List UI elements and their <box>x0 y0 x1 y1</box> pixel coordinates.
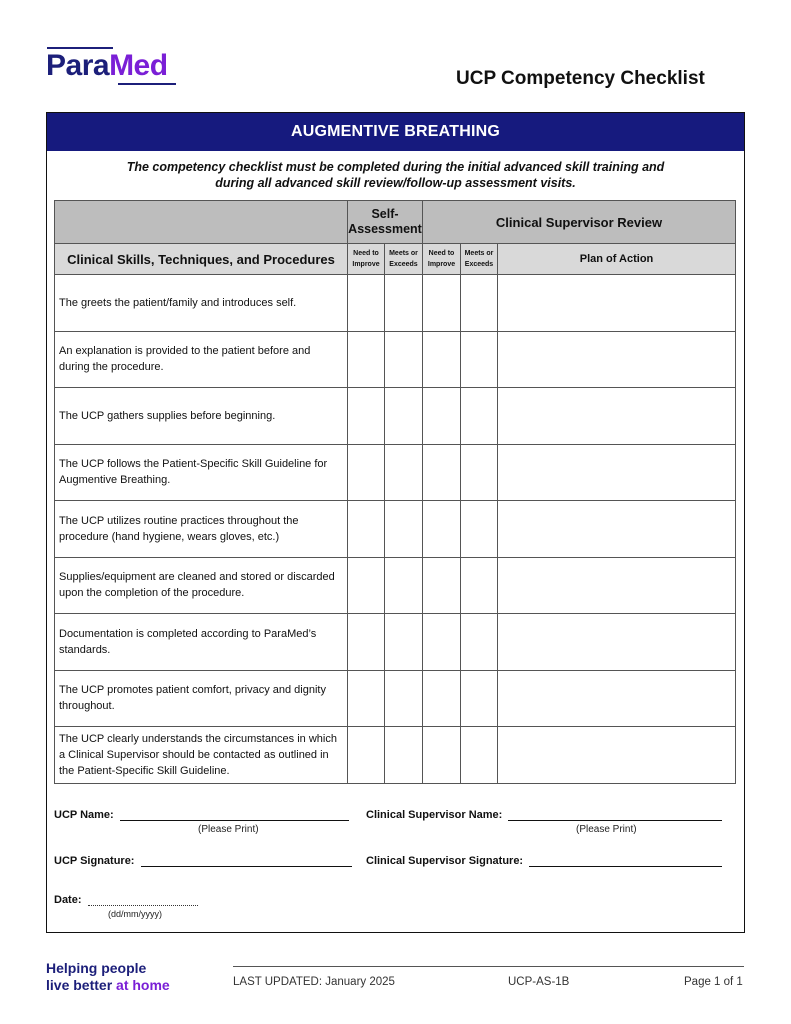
section-banner: AUGMENTIVE BREATHING <box>47 113 744 151</box>
tagline-line-2 <box>46 977 170 994</box>
self-need-to-improve-cell[interactable] <box>348 614 385 671</box>
document-title: UCP Competency Checklist <box>456 68 705 89</box>
date-input-line[interactable] <box>88 894 198 906</box>
supervisor-need-to-improve-cell[interactable] <box>423 727 461 784</box>
self-need-to-improve-cell[interactable] <box>348 557 385 614</box>
self-meets-or-exceeds-cell[interactable] <box>385 557 423 614</box>
table-row <box>55 331 736 388</box>
self-need-to-improve-cell[interactable] <box>348 670 385 727</box>
self-meets-or-exceeds-cell[interactable] <box>385 388 423 445</box>
supervisor-need-to-improve-cell[interactable] <box>423 614 461 671</box>
skill-text: The UCP promotes patient comfort, privacy and dignity throughout. <box>55 670 348 727</box>
table-group-header-row <box>55 201 736 244</box>
tagline-text: live better <box>46 977 117 993</box>
plan-of-action-cell[interactable] <box>498 388 736 445</box>
self-need-to-improve-header: Need to Improve <box>348 244 385 275</box>
supervisor-meets-or-exceeds-cell[interactable] <box>461 727 498 784</box>
table-column-header-row <box>55 244 736 275</box>
supervisor-meets-or-exceeds-cell[interactable] <box>461 557 498 614</box>
skills-column-header: Clinical Skills, Techniques, and Procedures <box>55 244 348 275</box>
supervisor-meets-or-exceeds-cell[interactable] <box>461 444 498 501</box>
supervisor-signature-field <box>366 855 722 867</box>
self-need-to-improve-cell[interactable] <box>348 275 385 332</box>
paramed-logo <box>46 47 181 89</box>
table-row <box>55 727 736 784</box>
plan-of-action-cell[interactable] <box>498 275 736 332</box>
checklist-form <box>46 112 745 933</box>
skill-text: Supplies/equipment are cleaned and stored or discarded upon the completion of the procedure. <box>55 557 348 614</box>
footer-divider <box>233 966 744 967</box>
last-updated: LAST UPDATED: January 2025 <box>233 976 395 988</box>
supervisor-signature-input-line[interactable] <box>529 855 722 867</box>
supervisor-meets-or-exceeds-cell[interactable] <box>461 275 498 332</box>
self-meets-or-exceeds-cell[interactable] <box>385 444 423 501</box>
logo-med: Med <box>109 49 168 82</box>
supervisor-need-to-improve-cell[interactable] <box>423 388 461 445</box>
self-meets-or-exceeds-cell[interactable] <box>385 614 423 671</box>
plan-of-action-cell[interactable] <box>498 501 736 558</box>
table-row <box>55 388 736 445</box>
ucp-name-hint: (Please Print) <box>198 824 259 835</box>
self-assessment-header: Self-Assessment <box>348 201 423 244</box>
instructions <box>47 159 744 191</box>
supervisor-need-to-improve-cell[interactable] <box>423 444 461 501</box>
skill-text: An explanation is provided to the patient before and during the procedure. <box>55 331 348 388</box>
table-row <box>55 614 736 671</box>
date-field <box>54 894 198 906</box>
footer-tagline <box>46 960 170 994</box>
plan-of-action-cell[interactable] <box>498 557 736 614</box>
supervisor-signature-label: Clinical Supervisor Signature: <box>366 855 524 867</box>
instructions-line-1: The competency checklist must be completed during the initial advanced skill training and <box>126 160 665 174</box>
supervisor-meets-or-exceeds-cell[interactable] <box>461 388 498 445</box>
blank-header-cell <box>55 201 348 244</box>
self-need-to-improve-cell[interactable] <box>348 388 385 445</box>
table-row <box>55 557 736 614</box>
supervisor-need-to-improve-cell[interactable] <box>423 275 461 332</box>
supervisor-name-hint: (Please Print) <box>576 824 637 835</box>
self-meets-or-exceeds-cell[interactable] <box>385 727 423 784</box>
plan-of-action-cell[interactable] <box>498 331 736 388</box>
ucp-signature-field <box>54 855 352 867</box>
ucp-name-input-line[interactable] <box>120 809 349 821</box>
logo-para: Para <box>46 49 110 82</box>
supervisor-review-header: Clinical Supervisor Review <box>423 201 736 244</box>
supervisor-meets-or-exceeds-cell[interactable] <box>461 501 498 558</box>
skill-text: The UCP clearly understands the circumstances in which a Clinical Supervisor should be contacted as outlined in the Patient-Specific Skill Guideline. <box>55 727 348 784</box>
skill-text: The UCP utilizes routine practices throughout the procedure (hand hygiene, wears gloves, etc.) <box>55 501 348 558</box>
supervisor-meets-or-exceeds-cell[interactable] <box>461 614 498 671</box>
document-code: UCP-AS-1B <box>508 976 570 988</box>
logo-bottom-rule <box>118 83 176 85</box>
supervisor-meets-or-exceeds-header: Meets or Exceeds <box>461 244 498 275</box>
self-need-to-improve-cell[interactable] <box>348 501 385 558</box>
plan-of-action-header: Plan of Action <box>498 244 736 275</box>
ucp-name-label: UCP Name: <box>54 809 114 821</box>
self-meets-or-exceeds-cell[interactable] <box>385 670 423 727</box>
self-meets-or-exceeds-cell[interactable] <box>385 501 423 558</box>
tagline-line-1: Helping people <box>46 960 147 976</box>
skill-text: The UCP gathers supplies before beginning. <box>55 388 348 445</box>
logo-wordmark <box>46 49 168 83</box>
plan-of-action-cell[interactable] <box>498 444 736 501</box>
skill-text: Documentation is completed according to ParaMed’s standards. <box>55 614 348 671</box>
plan-of-action-cell[interactable] <box>498 670 736 727</box>
supervisor-meets-or-exceeds-cell[interactable] <box>461 670 498 727</box>
supervisor-name-field <box>366 809 722 821</box>
ucp-name-field <box>54 809 349 821</box>
table-row <box>55 275 736 332</box>
supervisor-name-input-line[interactable] <box>508 809 722 821</box>
plan-of-action-cell[interactable] <box>498 727 736 784</box>
supervisor-need-to-improve-cell[interactable] <box>423 670 461 727</box>
competency-table <box>54 200 736 784</box>
supervisor-need-to-improve-cell[interactable] <box>423 331 461 388</box>
self-need-to-improve-cell[interactable] <box>348 727 385 784</box>
supervisor-need-to-improve-cell[interactable] <box>423 557 461 614</box>
table-row <box>55 670 736 727</box>
date-format-hint: (dd/mm/yyyy) <box>108 909 162 919</box>
date-label: Date: <box>54 894 82 906</box>
instructions-line-2: during all advanced skill review/follow-up assessment visits. <box>215 176 576 190</box>
supervisor-name-label: Clinical Supervisor Name: <box>366 809 503 821</box>
supervisor-need-to-improve-header: Need to Improve <box>423 244 461 275</box>
skill-text: The greets the patient/family and introduces self. <box>55 275 348 332</box>
table-row <box>55 501 736 558</box>
self-need-to-improve-cell[interactable] <box>348 331 385 388</box>
self-meets-or-exceeds-header: Meets or Exceeds <box>385 244 423 275</box>
ucp-signature-label: UCP Signature: <box>54 855 135 867</box>
supervisor-need-to-improve-cell[interactable] <box>423 501 461 558</box>
self-need-to-improve-cell[interactable] <box>348 444 385 501</box>
tagline-accent: at home <box>116 977 170 993</box>
supervisor-meets-or-exceeds-cell[interactable] <box>461 331 498 388</box>
table-row <box>55 444 736 501</box>
skill-text: The UCP follows the Patient-Specific Skill Guideline for Augmentive Breathing. <box>55 444 348 501</box>
page-number: Page 1 of 1 <box>684 976 743 988</box>
self-meets-or-exceeds-cell[interactable] <box>385 275 423 332</box>
self-meets-or-exceeds-cell[interactable] <box>385 331 423 388</box>
plan-of-action-cell[interactable] <box>498 614 736 671</box>
ucp-signature-input-line[interactable] <box>141 855 352 867</box>
